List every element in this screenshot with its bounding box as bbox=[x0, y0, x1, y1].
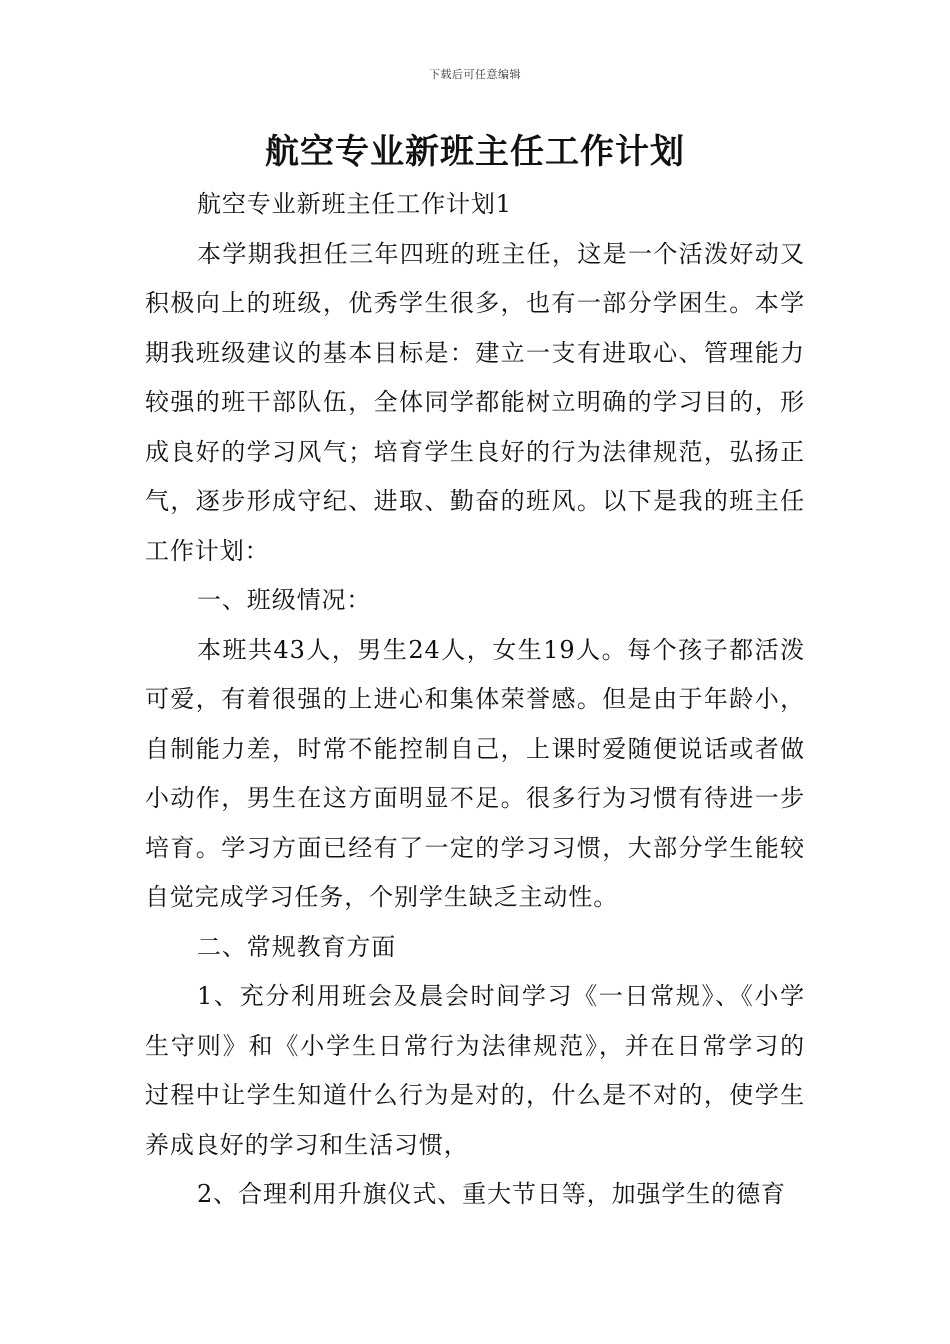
document-body bbox=[145, 180, 805, 1220]
paragraph-item-2: 2、合理利用升旗仪式、重大节日等，加强学生的德育 bbox=[197, 1180, 786, 1208]
paragraph-item-1: 1、充分利用班会及晨会时间学习《一日常规》、《小学生守则》和《小学生日常行为法律规范》，并在日常学习的过程中让学生知道什么行为是对的，什么是不对的，使学生养成良好的学习和生活习惯， bbox=[145, 982, 805, 1159]
section-heading-class-situation: 一、班级情况： bbox=[197, 586, 372, 614]
section-heading-routine-education: 二、常规教育方面 bbox=[197, 932, 397, 961]
paragraph-subtitle: 航空专业新班主任工作计划1 bbox=[197, 190, 512, 218]
document-title: 航空专业新班主任工作计划 bbox=[265, 132, 685, 172]
header-note: 下载后可任意编辑 bbox=[429, 68, 521, 81]
paragraph-intro: 本学期我担任三年四班的班主任，这是一个活泼好动又积极向上的班级，优秀学生很多，也有一部分学困生。本学期我班级建议的基本目标是：建立一支有进取心、管理能力较强的班干部队伍，全体同学都能树立明确的学习目的，形成良好的学习风气；培育学生良好的行为法律规范，弘扬正气，逐步形成守纪、进取、勤奋的班风。以下是我的班主任工作计划： bbox=[145, 239, 805, 565]
paragraph-class-situation: 本班共43人，男生24人，女生19人。每个孩子都活泼可爱，有着很强的上进心和集体荣誉感。但是由于年龄小，自制能力差，时常不能控制自己，上课时爱随便说话或者做小动作，男生在这方面明显不足。很多行为习惯有待进一步培育。学习方面已经有了一定的学习习惯，大部分学生能较自觉完成学习任务，个别学生缺乏主动性。 bbox=[145, 635, 805, 911]
